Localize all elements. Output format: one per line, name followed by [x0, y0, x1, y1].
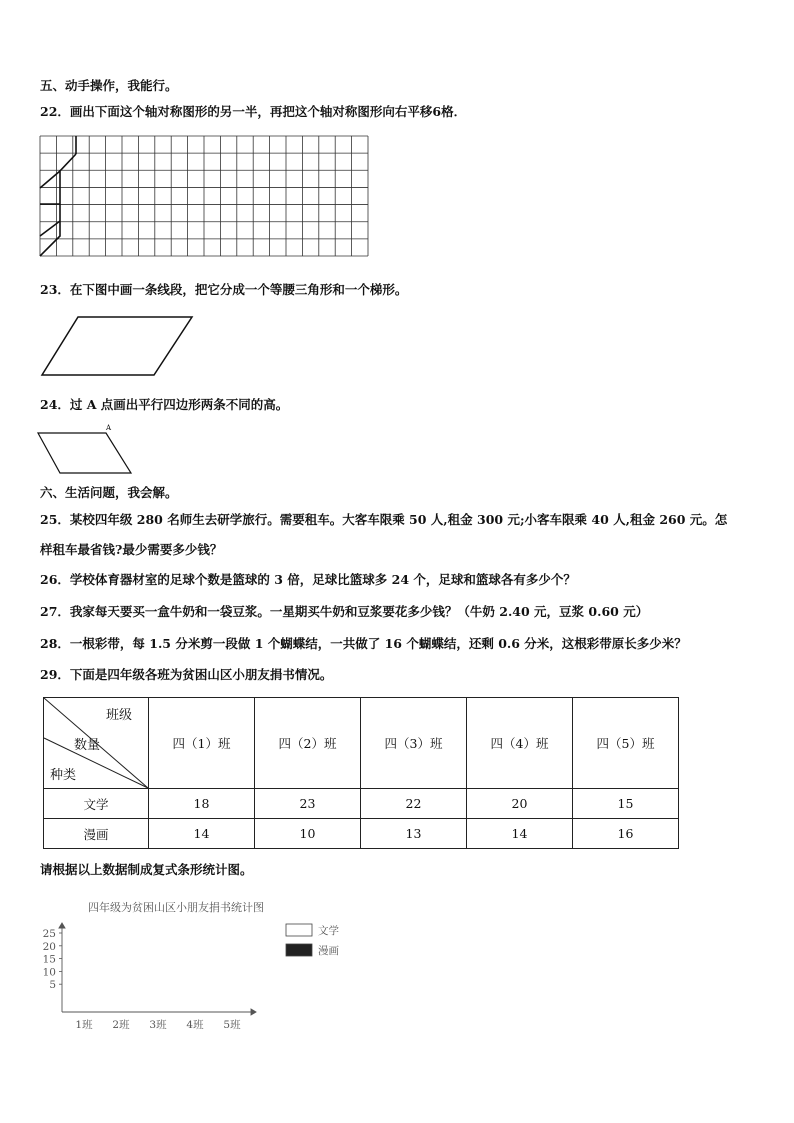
table-cell: 15 — [573, 789, 679, 819]
header-category: 种类 — [50, 768, 77, 783]
row-label: 文学 — [44, 789, 149, 819]
half-figure — [40, 136, 76, 256]
table-cell: 18 — [149, 789, 255, 819]
class-header: 四（3）班 — [361, 698, 467, 789]
y-tick-label: 25 — [42, 928, 56, 940]
class-header: 四（1）班 — [149, 698, 255, 789]
table-row — [44, 819, 679, 849]
table-cell: 14 — [467, 819, 573, 849]
diagonal-header-cell — [44, 698, 149, 789]
legend-swatch — [286, 944, 312, 956]
y-tick-label: 10 — [42, 966, 56, 979]
class-header: 四（4）班 — [467, 698, 573, 789]
x-tick-label: 3班 — [149, 1019, 167, 1031]
header-class: 班级 — [106, 708, 133, 723]
x-tick-label: 2班 — [112, 1019, 130, 1031]
legend-swatch — [286, 924, 312, 936]
y-tick-label: 5 — [49, 979, 56, 992]
question-23: 23．在下图中画一条线段，把它分成一个等腰三角形和一个梯形。 — [40, 282, 408, 297]
section-6-title: 六、生活问题，我会解。 — [40, 485, 178, 500]
question-26: 26．学校体育器材室的足球个数是篮球的 3 倍，足球比篮球多 24 个，足球和篮球各有多少个？ — [40, 572, 576, 587]
chart-title: 四年级为贫困山区小朋友捐书统计图 — [88, 901, 264, 914]
x-tick-label: 5班 — [223, 1019, 241, 1031]
bar-chart — [36, 895, 356, 1035]
y-axis-arrow — [59, 923, 65, 928]
legend-label: 漫画 — [318, 945, 339, 957]
x-tick-label: 1班 — [75, 1019, 93, 1031]
point-a-label: A — [106, 424, 112, 432]
question-29: 29．下面是四年级各班为贫困山区小朋友捐书情况。 — [40, 667, 333, 682]
row-label: 漫画 — [44, 819, 149, 849]
question-22: 22．画出下面这个轴对称图形的另一半，再把这个轴对称图形向右平移6格． — [40, 104, 467, 119]
donation-table — [43, 697, 679, 849]
table-cell: 20 — [467, 789, 573, 819]
question-25-line-2: 样租车最省钱?最少需要多少钱？ — [40, 542, 223, 557]
section-5-title: 五、动手操作，我能行。 — [40, 78, 178, 93]
y-tick-label: 20 — [42, 940, 56, 953]
table-cell: 13 — [361, 819, 467, 849]
q23-parallelogram — [40, 314, 200, 378]
question-28: 28．一根彩带，每 1.5 分米剪一段做 1 个蝴蝶结，一共做了 16 个蝴蝶结，还剩 0.6 分米，这根彩带原长多少米？ — [40, 636, 687, 651]
table-cell: 22 — [361, 789, 467, 819]
table-cell: 10 — [255, 819, 361, 849]
q24-parallelogram — [36, 424, 136, 476]
table-cell: 23 — [255, 789, 361, 819]
table-cell: 16 — [573, 819, 679, 849]
table-cell: 14 — [149, 819, 255, 849]
question-25-line-1: 25．某校四年级 280 名师生去研学旅行。需要租车。大客车限乘 50 人,租金 300 元;小客车限乘 40 人,租金 260 元。怎 — [40, 512, 728, 527]
chart-instruction: 请根据以上数据制成复式条形统计图。 — [40, 862, 253, 877]
table-row — [44, 789, 679, 819]
class-header: 四（2）班 — [255, 698, 361, 789]
class-header: 四（5）班 — [573, 698, 679, 789]
table-header-row — [44, 698, 679, 789]
q22-grid — [40, 136, 370, 258]
x-axis-arrow — [251, 1009, 256, 1015]
header-quantity: 数量 — [74, 738, 101, 753]
x-tick-label: 4班 — [186, 1019, 204, 1031]
legend-label: 文学 — [318, 925, 339, 937]
y-tick-label: 15 — [42, 953, 56, 966]
question-27: 27．我家每天要买一盒牛奶和一袋豆浆。一星期买牛奶和豆浆要花多少钱？（牛奶 2.40 元，豆浆 0.60 元） — [40, 604, 649, 619]
question-24: 24．过 A 点画出平行四边形两条不同的高。 — [40, 397, 289, 412]
